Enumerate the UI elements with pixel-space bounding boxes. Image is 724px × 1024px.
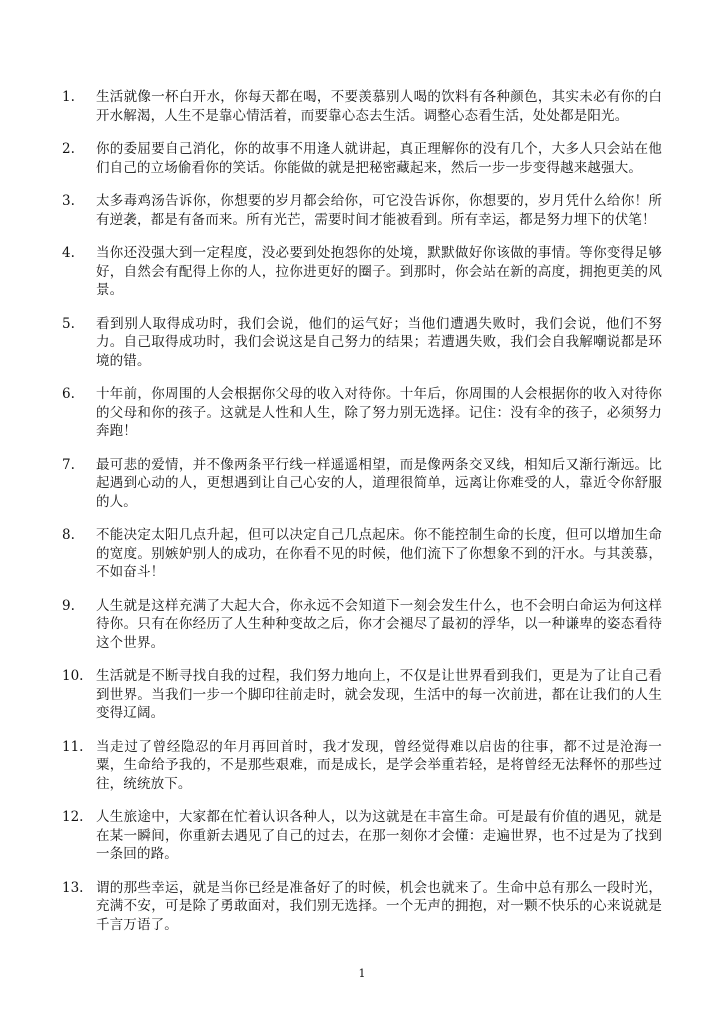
list-number: 9. — [62, 597, 75, 614]
list-number: 10. — [62, 668, 84, 684]
list-item — [62, 667, 662, 723]
list-number: 3. — [62, 193, 75, 209]
list-item — [62, 315, 662, 371]
list-item — [62, 456, 662, 512]
list-item — [62, 192, 662, 229]
paragraph-text: 生活就像一杯白开水，你每天都在喝，不要羡慕别人喝的饮料有各种颜色，其实未必有你的白开水解渴，人生不是靠心情活着，而要靠心态去生活。调整心态看生活，处处都是阳光。 — [96, 89, 662, 124]
list-number: 12. — [62, 809, 84, 825]
list-item — [62, 738, 662, 794]
paragraph-text: 看到别人取得成功时，我们会说，他们的运气好；当他们遭遇失败时，我们会说，他们不努力。自己取得成功时，我们会说这是自己努力的结果；若遭遇失败，我们会自我解嘲说都是环境的错。 — [96, 315, 662, 369]
paragraph-text: 你的委屈要自己消化，你的故事不用逢人就讲起，真正理解你的没有几个，大多人只会站在他们自己的立场偷看你的笑话。你能做的就是把秘密藏起来，然后一步一步变得越来越强大。 — [96, 141, 662, 176]
list-item — [62, 385, 662, 441]
list-item — [62, 597, 662, 653]
list-number: 7. — [62, 456, 75, 473]
paragraph-text: 十年前，你周围的人会根据你父母的收入对待你。十年后，你周围的人会根据你的收入对待你的父母和你的孩子。这就是人性和人生，除了努力别无选择。记住：没有伞的孩子，必须努力奔跑！ — [96, 386, 662, 439]
list-number: 5. — [62, 315, 75, 332]
list-item — [62, 808, 662, 864]
paragraph-text: 人生旅途中，大家都在忙着认识各种人，以为这就是在丰富生命。可是最有价值的遇见，就是在某一瞬间，你重新去遇见了自己的过去，在那一刻你才会懂：走遍世界，也不过是为了找到一条回的路。 — [96, 809, 662, 862]
list-number: 8. — [62, 527, 75, 543]
list-number: 11. — [62, 738, 84, 755]
list-item — [62, 140, 662, 177]
list-item — [62, 244, 662, 300]
list-number: 1. — [62, 89, 75, 105]
list-item — [62, 879, 662, 935]
paragraph-text: 谓的那些幸运，就是当你已经是准备好了的时候，机会也就来了。生命中总有那么一段时光，充满不安，可是除了勇敢面对，我们别无选择。一个无声的拥抱，对一颗不快乐的心来说就是千言万语了。 — [96, 879, 662, 933]
list-number: 2. — [62, 141, 75, 157]
list-item — [62, 526, 662, 582]
paragraph-text: 生活就是不断寻找自我的过程，我们努力地向上，不仅是让世界看到我们，更是为了让自己看到世界。当我们一步一个脚印往前走时，就会发现，生活中的每一次前进，都在让我们的人生变得辽阔。 — [96, 668, 662, 721]
paragraph-text: 人生就是这样充满了大起大合，你永远不会知道下一刻会发生什么，也不会明白命运为何这样待你。只有在你经历了人生种种变故之后，你才会褪尽了最初的浮华，以一种谦卑的姿态看待这个世界。 — [96, 597, 662, 651]
paragraph-text: 当走过了曾经隐忍的年月再回首时，我才发现，曾经觉得难以启齿的往事，都不过是沧海一粟，生命给予我的，不是那些艰难，而是成长，是学会举重若轻，是将曾经无法释怀的那些过往，统统放下。 — [96, 738, 662, 792]
page-number: 1 — [358, 967, 366, 980]
list-number: 6. — [62, 386, 75, 402]
paragraph-text: 太多毒鸡汤告诉你，你想要的岁月都会给你，可它没告诉你，你想要的，岁月凭什么给你！所有逆袭，都是有备而来。所有光芒，需要时间才能被看到。所有幸运，都是努力埋下的伏笔！ — [96, 193, 662, 228]
list-number: 13. — [62, 879, 84, 896]
paragraph-text: 不能决定太阳几点升起，但可以决定自己几点起床。你不能控制生命的长度，但可以增加生命的宽度。别嫉妒别人的成功，在你看不见的时候，他们流下了你想象不到的汗水。与其羡慕，不如奋斗！ — [96, 527, 662, 580]
paragraph-text: 最可悲的爱情，并不像两条平行线一样遥遥相望，而是像两条交叉线，相知后又渐行渐远。比起遇到心动的人，更想遇到让自己心安的人，道理很简单，远离让你难受的人，靠近令你舒服的人。 — [96, 456, 662, 510]
numbered-list — [62, 88, 662, 949]
list-item — [62, 88, 662, 125]
paragraph-text: 当你还没强大到一定程度，没必要到处抱怨你的处境，默默做好你该做的事情。等你变得足够好，自然会有配得上你的人，拉你进更好的圈子。到那时，你会站在新的高度，拥抱更美的风景。 — [96, 245, 662, 298]
list-number: 4. — [62, 245, 75, 261]
